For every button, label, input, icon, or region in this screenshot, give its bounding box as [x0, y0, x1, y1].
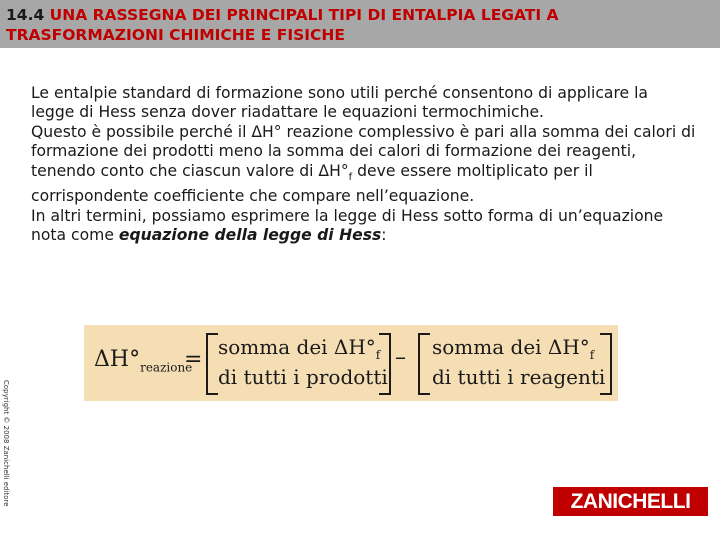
body-text: [31, 84, 696, 245]
formula-box: [84, 325, 618, 401]
header-bar: [0, 0, 720, 48]
paragraph-2-part-1: Questo è possibile perché il ΔH° reazione complessivo è pari alla somma dei calori di formazione dei prodotti meno la somma dei calori di formazione dei reagenti, tenendo conto che ciascun valore di ΔH°: [31, 122, 696, 180]
hess-law-emphasis: equazione della legge di Hess: [118, 225, 382, 244]
formula-equals: =: [184, 347, 203, 372]
term2-line1: [432, 335, 594, 362]
paragraph-3-part-2: :: [381, 225, 387, 244]
copyright-notice: Copyright © 2008 Zanichelli editore: [2, 380, 10, 507]
hess-formula: [84, 325, 618, 401]
section-number: 14.4: [6, 6, 45, 24]
left-bracket-open: [206, 333, 218, 395]
paragraph-1: Le entalpie standard di formazione sono utili perché consentono di applicare la legge di Hess senza dover riadattare le equazioni termochimiche.: [31, 84, 648, 122]
formula-minus: –: [395, 345, 406, 370]
formula-lhs-subscript: reazione: [140, 360, 193, 375]
zanichelli-logo: ZANICHELLI: [553, 487, 708, 516]
term1-prefix: somma dei ΔH°: [218, 335, 376, 359]
paragraph-2-part-2: deve essere moltiplicato per il corrispondente coefficiente che compare nell’equazione.: [31, 161, 593, 206]
formula-lhs-symbol: ΔH°: [94, 347, 141, 372]
paragraph-2: [31, 123, 696, 207]
paragraph-3-part-1: In altri termini, possiamo esprimere la legge di Hess sotto forma di un’equazione nota come: [31, 206, 664, 244]
term2-line2: di tutti i reagenti: [432, 365, 606, 389]
term2-subscript: f: [589, 348, 595, 362]
paragraph-2-subscript: f: [348, 171, 353, 183]
term1-line2: di tutti i prodotti: [218, 365, 388, 389]
right-bracket-close: [600, 333, 612, 395]
term1-subscript: f: [375, 348, 381, 362]
page-title: [6, 5, 711, 45]
right-bracket-open: [418, 333, 430, 395]
left-bracket-close: [379, 333, 391, 395]
paragraph-3: [31, 207, 696, 246]
title-line-1: UNA RASSEGNA DEI PRINCIPALI TIPI DI ENTALPIA LEGATI A: [49, 6, 559, 24]
term2-prefix: somma dei ΔH°: [432, 335, 590, 359]
term1-line1: [218, 335, 380, 362]
formula-lhs: [94, 347, 192, 374]
title-line-2: TRASFORMAZIONI CHIMICHE E FISICHE: [6, 26, 345, 44]
